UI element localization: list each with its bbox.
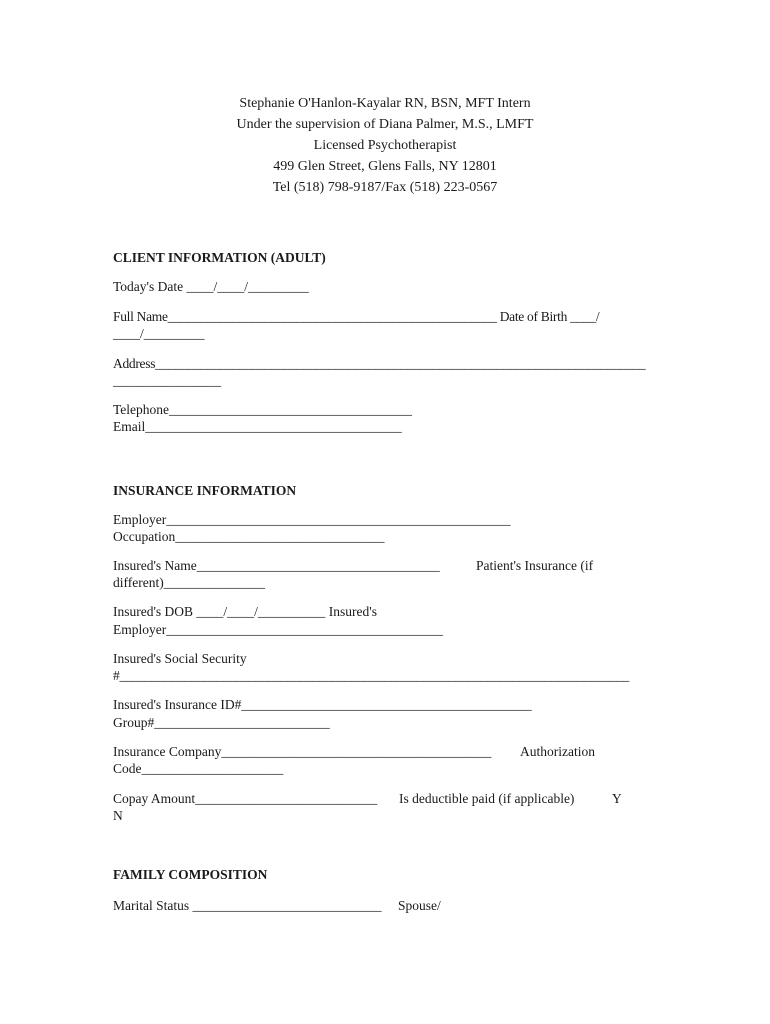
deductible-no-option[interactable]: N bbox=[113, 808, 123, 823]
occupation-field[interactable]: Occupation_______________________________ bbox=[113, 529, 385, 544]
insurance-info-heading: INSURANCE INFORMATION bbox=[113, 483, 297, 498]
email-field[interactable]: Email______________________________________ bbox=[113, 419, 402, 434]
spouse-label: Spouse/ bbox=[398, 898, 441, 913]
client-info-heading: CLIENT INFORMATION (ADULT) bbox=[113, 250, 326, 265]
address-field[interactable]: Address____________________________________________________________________________ bbox=[113, 356, 646, 371]
role-line: Licensed Psychotherapist bbox=[313, 138, 457, 153]
insured-name-field[interactable]: Insured's Name____________________________________ bbox=[113, 558, 440, 573]
patients-insurance-field[interactable]: different)_______________ bbox=[113, 575, 265, 590]
letterhead bbox=[0, 93, 770, 198]
deductible-label: Is deductible paid (if applicable) bbox=[399, 791, 575, 806]
office-address: 499 Glen Street, Glens Falls, NY 12801 bbox=[273, 159, 497, 174]
social-security-label: Insured's Social Security bbox=[113, 651, 247, 666]
insured-dob-field[interactable]: Insured's DOB ____/____/__________ Insured's bbox=[113, 604, 377, 619]
insured-employer-field[interactable]: Employer_________________________________________ bbox=[113, 622, 443, 637]
employer-field[interactable]: Employer___________________________________________________ bbox=[113, 512, 511, 527]
authorization-code-field[interactable]: Code_____________________ bbox=[113, 761, 284, 776]
insurance-id-field[interactable]: Insured's Insurance ID#___________________________________________ bbox=[113, 697, 532, 712]
todays-date-field[interactable]: Today's Date ____/____/_________ bbox=[113, 279, 309, 294]
copay-field[interactable]: Copay Amount___________________________ bbox=[113, 791, 378, 806]
address-field-cont[interactable]: ________________ bbox=[113, 373, 221, 388]
phone-fax: Tel (518) 798-9187/Fax (518) 223-0567 bbox=[272, 180, 498, 195]
insurance-company-field[interactable]: Insurance Company________________________________________ bbox=[113, 744, 492, 759]
patients-insurance-label: Patient's Insurance (if bbox=[476, 558, 594, 573]
telephone-field[interactable]: Telephone____________________________________ bbox=[113, 402, 413, 417]
marital-status-field[interactable]: Marital Status ____________________________ bbox=[113, 898, 382, 913]
therapist-name: Stephanie O'Hanlon-Kayalar RN, BSN, MFT Intern bbox=[239, 96, 531, 111]
social-security-field[interactable]: #_______________________________________________________________________________ bbox=[113, 668, 630, 683]
deductible-yes-option[interactable]: Y bbox=[612, 791, 622, 806]
family-composition-heading: FAMILY COMPOSITION bbox=[113, 867, 268, 882]
authorization-label: Authorization bbox=[520, 744, 595, 759]
supervision-line: Under the supervision of Diana Palmer, M.S., LMFT bbox=[236, 117, 534, 132]
full-name-field[interactable]: Full Name___________________________________________________ Date of Birth ____/ bbox=[113, 309, 600, 324]
dob-field-cont[interactable]: ____/_________ bbox=[113, 326, 205, 341]
group-field[interactable]: Group#__________________________ bbox=[113, 715, 330, 730]
